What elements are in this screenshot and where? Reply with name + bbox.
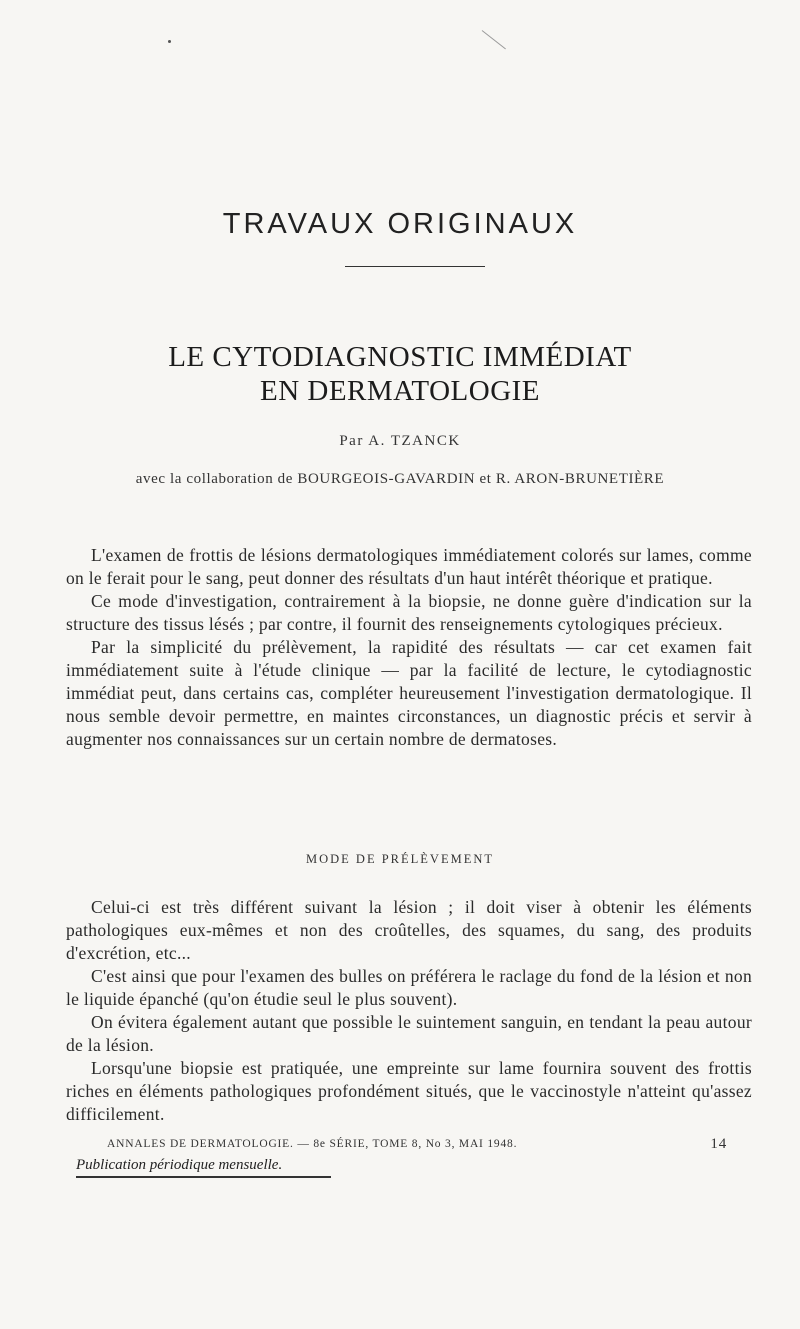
stray-mark — [168, 40, 171, 43]
paragraph: Ce mode d'investigation, contrairement à la biopsie, ne donne guère d'indication sur la structure des tissus lésés ; par contre, il fournit des renseignements cytologiques précieux. — [66, 591, 752, 634]
stray-mark — [482, 30, 506, 49]
paragraph: On évitera également autant que possible le suintement sanguin, en tendant la peau autour de la lésion. — [66, 1012, 752, 1055]
method-text — [66, 896, 752, 1126]
paragraph: Celui-ci est très différent suivant la lésion ; il doit viser à obtenir les éléments pathologiques eux-mêmes et non des croûtelles, des squames, du sang, des produits d'excrétion, etc... — [66, 897, 752, 963]
publication-note: Publication périodique mensuelle. — [76, 1157, 331, 1178]
heading-divider — [345, 266, 485, 267]
paragraph: C'est ainsi que pour l'examen des bulles on préférera le raclage du fond de la lésion et non le liquide épanché (qu'on étudie seul le plus souvent). — [66, 966, 752, 1009]
paragraph: Lorsqu'une biopsie est pratiquée, une empreinte sur lame fournira souvent des frottis riches en éléments pathologiques profondément situés, que le vaccinostyle n'atteint qu'assez difficilement. — [66, 1058, 752, 1124]
paragraph: Par la simplicité du prélèvement, la rapidité des résultats — car cet examen fait immédiatement suite à l'étude clinique — par la facilité de lecture, le cytodiagnostic immédiat peut, dans certains cas, compléter heureusement l'investigation dermatologique. Il nous semble devoir permettre, en maintes circonstances, un diagnostic précis et servir à augmenter nos connaissances sur un certain nombre de dermatoses. — [66, 637, 752, 749]
author-line: Par A. TZANCK — [339, 433, 461, 449]
paragraph: L'examen de frottis de lésions dermatologiques immédiatement colorés sur lames, comme on le ferait pour le sang, peut donner des résultats d'un haut intérêt théorique et pratique. — [66, 545, 752, 588]
article-title — [0, 340, 800, 408]
article-title-line: LE CYTODIAGNOSTIC IMMÉDIAT — [168, 341, 632, 373]
intro-text — [66, 544, 752, 751]
section-heading: TRAVAUX ORIGINAUX — [222, 208, 578, 240]
citation-text: ANNALES DE DERMATOLOGIE. — 8e SÉRIE, TOME 8, No 3, MAI 1948. — [107, 1138, 518, 1150]
collaboration-line: avec la collaboration de BOURGEOIS-GAVARDIN et R. ARON-BRUNETIÈRE — [135, 471, 665, 487]
journal-citation — [107, 1138, 727, 1150]
article-title-line: EN DERMATOLOGIE — [259, 375, 541, 407]
subsection-heading: MODE DE PRÉLÈVEMENT — [306, 852, 494, 866]
page-number: 14 — [710, 1136, 727, 1152]
